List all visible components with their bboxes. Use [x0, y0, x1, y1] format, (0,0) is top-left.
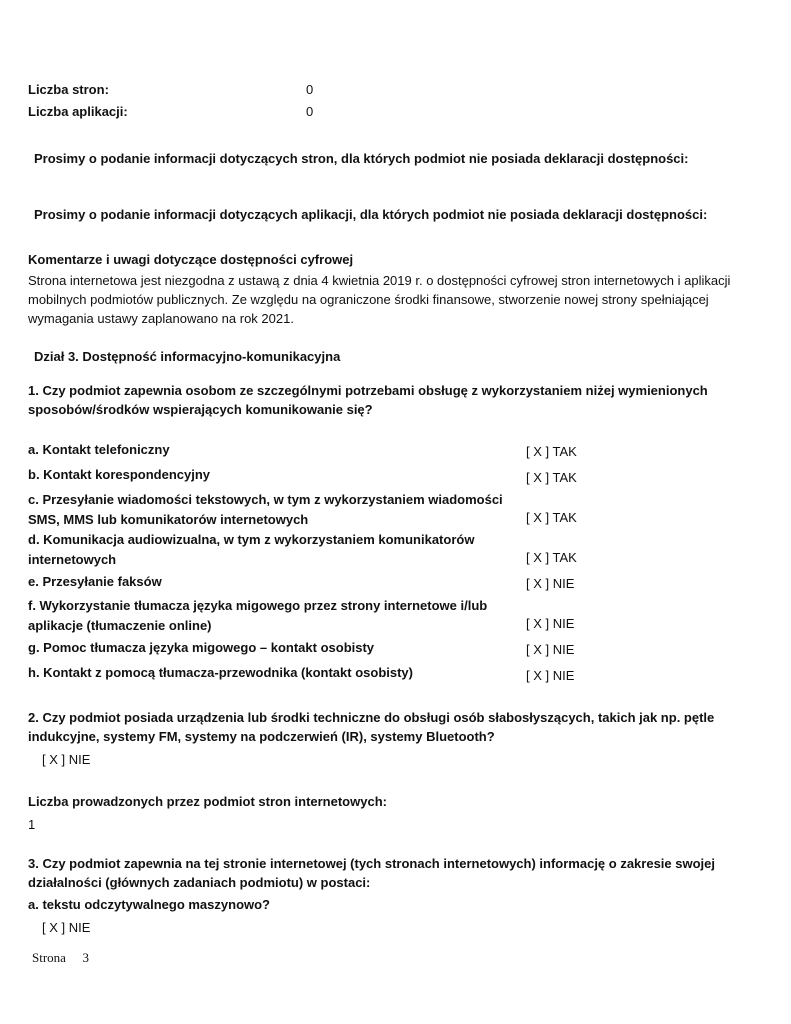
q1-item-d-label-1: d. Komunikacja audiowizualna, w tym z wykorzystaniem komunikatorów: [28, 532, 475, 547]
q1-item-g-answer: [ X ] NIE: [526, 642, 575, 657]
q1-item-d-label-2: internetowych: [28, 552, 117, 567]
question-2-line-1: 2. Czy podmiot posiada urządzenia lub środki techniczne do obsługi osób słabosłyszących, takich jak np. pętle: [28, 710, 715, 725]
question-1-line-2: sposobów/środków wspierających komunikowanie się?: [28, 402, 373, 417]
pages-count-value: 0: [306, 82, 314, 97]
q1-item-h-answer: [ X ] NIE: [526, 668, 575, 683]
page-label: Strona: [32, 950, 66, 965]
page-number: 3: [82, 950, 89, 965]
question-2-answer: [ X ] NIE: [42, 752, 91, 767]
comments-heading: Komentarze i uwagi dotyczące dostępności cyfrowej: [28, 252, 354, 267]
q1-item-b-answer: [ X ] TAK: [526, 470, 577, 485]
q1-item-c-label-1: c. Przesyłanie wiadomości tekstowych, w tym z wykorzystaniem wiadomości: [28, 492, 503, 507]
comments-line-2: mobilnych podmiotów publicznych. Ze względu na ograniczone środki finansowe, stworzenie nowej strony spełniającej: [28, 292, 709, 307]
q1-item-b-label: b. Kontakt korespondencyjny: [28, 467, 211, 482]
comments-line-3: wymagania ustawy zaplanowano na rok 2021.: [28, 311, 294, 326]
question-3a-label: a. tekstu odczytywalnego maszynowo?: [28, 897, 270, 912]
q1-item-e-answer: [ X ] NIE: [526, 576, 575, 591]
page-footer: [32, 950, 89, 966]
q1-item-h-label: h. Kontakt z pomocą tłumacza-przewodnika (kontakt osobisty): [28, 665, 413, 680]
pages-request-heading: Prosimy o podanie informacji dotyczących stron, dla których podmiot nie posiada deklaracji dostępności:: [34, 151, 689, 166]
apps-count-label: Liczba aplikacji:: [28, 104, 128, 119]
question-3-line-1: 3. Czy podmiot zapewnia na tej stronie internetowej (tych stronach internetowych) informację o zakresie swojej: [28, 856, 715, 871]
q1-item-a-answer: [ X ] TAK: [526, 444, 577, 459]
question-3a-answer: [ X ] NIE: [42, 920, 91, 935]
q1-item-f-answer: [ X ] NIE: [526, 616, 575, 631]
q1-item-e-label: e. Przesyłanie faksów: [28, 574, 162, 589]
q1-item-a-label: a. Kontakt telefoniczny: [28, 442, 170, 457]
section-title: Dział 3. Dostępność informacyjno-komunikacyjna: [34, 349, 341, 364]
comments-line-1: Strona internetowa jest niezgodna z ustawą z dnia 4 kwietnia 2019 r. o dostępności cyfrowej stron internetowych i aplikacji: [28, 273, 731, 288]
apps-count-value: 0: [306, 104, 314, 119]
q1-item-f-label-2: aplikacje (tłumaczenie online): [28, 618, 212, 633]
q1-item-d-answer: [ X ] TAK: [526, 550, 577, 565]
question-1-line-1: 1. Czy podmiot zapewnia osobom ze szczególnymi potrzebami obsługę z wykorzystaniem niżej wymienionych: [28, 383, 708, 398]
q1-item-g-label: g. Pomoc tłumacza języka migowego – kontakt osobisty: [28, 640, 375, 655]
websites-count-label: Liczba prowadzonych przez podmiot stron internetowych:: [28, 794, 387, 809]
pages-count-label: Liczba stron:: [28, 82, 109, 97]
q1-item-f-label-1: f. Wykorzystanie tłumacza języka migowego przez strony internetowe i/lub: [28, 598, 488, 613]
q1-item-c-label-2: SMS, MMS lub komunikatorów internetowych: [28, 512, 309, 527]
question-3-line-2: działalności (głównych zadaniach podmiotu) w postaci:: [28, 875, 371, 890]
apps-request-heading: Prosimy o podanie informacji dotyczących aplikacji, dla których podmiot nie posiada deklaracji dostępności:: [34, 207, 708, 222]
question-2-line-2: indukcyjne, systemy FM, systemy na podczerwień (IR), systemy Bluetooth?: [28, 729, 495, 744]
q1-item-c-answer: [ X ] TAK: [526, 510, 577, 525]
websites-count-value: 1: [28, 817, 36, 832]
